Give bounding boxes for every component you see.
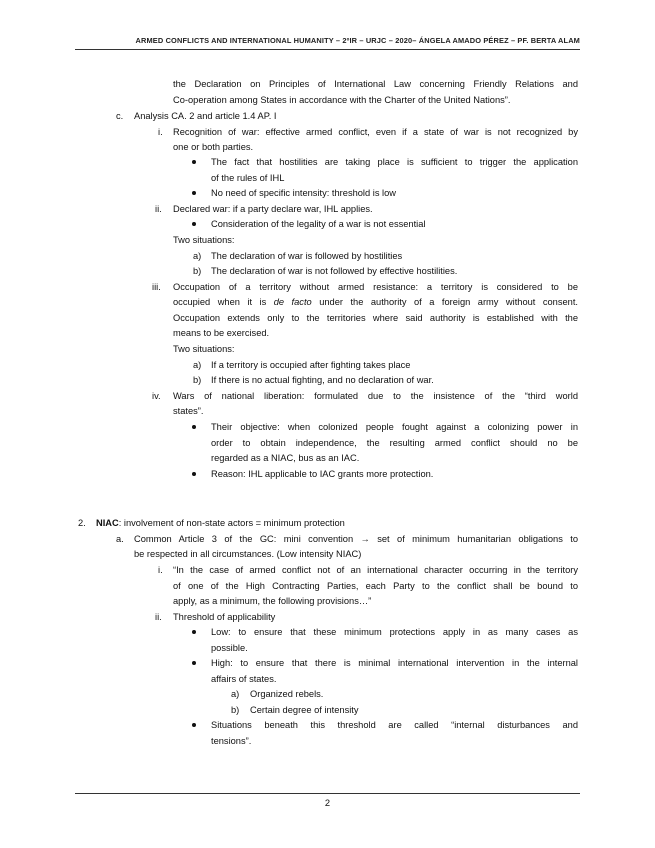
text-line: Two situations: — [173, 235, 235, 245]
text-line: Threshold of applicability — [173, 612, 276, 622]
bullet-icon — [192, 723, 196, 727]
italic-span: de facto — [273, 297, 312, 307]
text-line: of one of the High Contracting Parties, each Party to the conflict shall be bound to — [173, 581, 578, 591]
list-marker: ii. — [155, 612, 162, 622]
text-line: Their objective: when colonized people fought against a colonizing power in — [211, 422, 578, 432]
text-line: the Declaration on Principles of International Law concerning Friendly Relations and — [173, 79, 578, 89]
text-line: The declaration of war is followed by hostilities — [211, 251, 403, 261]
text-line: affairs of states. — [211, 674, 277, 684]
text-line: order to obtain independence, the resulting armed conflict should no be — [211, 438, 578, 448]
text-line: The fact that hostilities are taking place is sufficient to trigger the application — [211, 157, 578, 167]
text-line: be respected in all circumstances. (Low intensity NIAC) — [134, 549, 362, 559]
page-number: 2 — [324, 798, 331, 808]
text-line: Occupation extends only to the territories where said authority is established with the — [173, 313, 578, 323]
text-line: Wars of national liberation: formulated due to the insistence of the “third world — [173, 391, 578, 401]
text-span: occupied when it is — [173, 297, 274, 307]
list-marker: a) — [193, 251, 202, 261]
header-rule — [75, 49, 580, 50]
list-marker: a. — [116, 534, 124, 544]
text-line: Occupation of a territory without armed resistance: a territory is considered to be — [173, 282, 578, 292]
list-marker: i. — [158, 565, 163, 575]
list-marker: 2. — [78, 518, 86, 528]
text-line: If a territory is occupied after fighting takes place — [211, 360, 411, 370]
text-line: Consideration of the legality of a war is not essential — [211, 219, 426, 229]
list-marker: iv. — [152, 391, 161, 401]
list-item-heading: Analysis CA. 2 and article 1.4 AP. I — [134, 111, 277, 121]
text-line: Two situations: — [173, 344, 235, 354]
list-marker: c. — [116, 111, 124, 121]
list-marker: b) — [193, 266, 202, 276]
text-line: states”. — [173, 406, 204, 416]
list-marker: ii. — [155, 204, 162, 214]
bullet-icon — [192, 630, 196, 634]
text-line: possible. — [211, 643, 248, 653]
text-span: : involvement of non-state actors = minimum protection — [118, 518, 345, 528]
list-marker: i. — [158, 127, 163, 137]
text-line: regarded as a NIAC, bus as an IAC. — [211, 453, 360, 463]
text-line: tensions”. — [211, 736, 252, 746]
text-line: Situations beneath this threshold are called “internal disturbances and — [211, 720, 578, 730]
text-line: Recognition of war: effective armed conflict, even if a state of war is not recognized by — [173, 127, 578, 137]
bullet-icon — [192, 191, 196, 195]
list-marker: b) — [193, 375, 202, 385]
text-line: High: to ensure that there is minimal international intervention in the internal — [211, 658, 578, 668]
text-line — [173, 296, 578, 308]
text-line: Reason: IHL applicable to IAC grants more protection. — [211, 469, 434, 479]
bullet-icon — [192, 472, 196, 476]
text-line: one or both parties. — [173, 142, 254, 152]
text-line: No need of specific intensity: threshold is low — [211, 188, 396, 198]
bullet-icon — [192, 160, 196, 164]
text-line: Low: to ensure that these minimum protections apply in as many cases as — [211, 627, 578, 637]
text-line: Co-operation among States in accordance with the Charter of the United Nations”. — [173, 95, 511, 105]
text-line: Organized rebels. — [250, 689, 324, 699]
text-line: Declared war: if a party declare war, IHL applies. — [173, 204, 373, 214]
text-line: “In the case of armed conflict not of an international character occurring in the territory — [173, 565, 578, 575]
text-line: of the rules of IHL — [211, 173, 285, 183]
text-line: apply, as a minimum, the following provisions…” — [173, 596, 372, 606]
running-header: ARMED CONFLICTS AND INTERNATIONAL HUMANITY – 2ºIR – URJC – 2020– ÁNGELA AMADO PÉREZ – PF. BERTA ALAM — [135, 36, 580, 45]
text-span: under the authority of a foreign army without consent. — [311, 297, 579, 307]
text-line: Certain degree of intensity — [250, 705, 359, 715]
list-marker: a) — [231, 689, 240, 699]
list-marker: a) — [193, 360, 202, 370]
text-line: The declaration of war is not followed by effective hostilities. — [211, 266, 458, 276]
footer-rule — [75, 793, 580, 794]
bullet-icon — [192, 425, 196, 429]
bold-span: NIAC — [96, 518, 119, 528]
text-line: means to be exercised. — [173, 328, 270, 338]
section-heading — [96, 517, 345, 529]
list-marker: iii. — [152, 282, 161, 292]
text-line: If there is no actual fighting, and no declaration of war. — [211, 375, 434, 385]
text-line: Common Article 3 of the GC: mini convention → set of minimum humanitarian obligations to — [134, 534, 578, 544]
bullet-icon — [192, 661, 196, 665]
bullet-icon — [192, 222, 196, 226]
list-marker: b) — [231, 705, 240, 715]
